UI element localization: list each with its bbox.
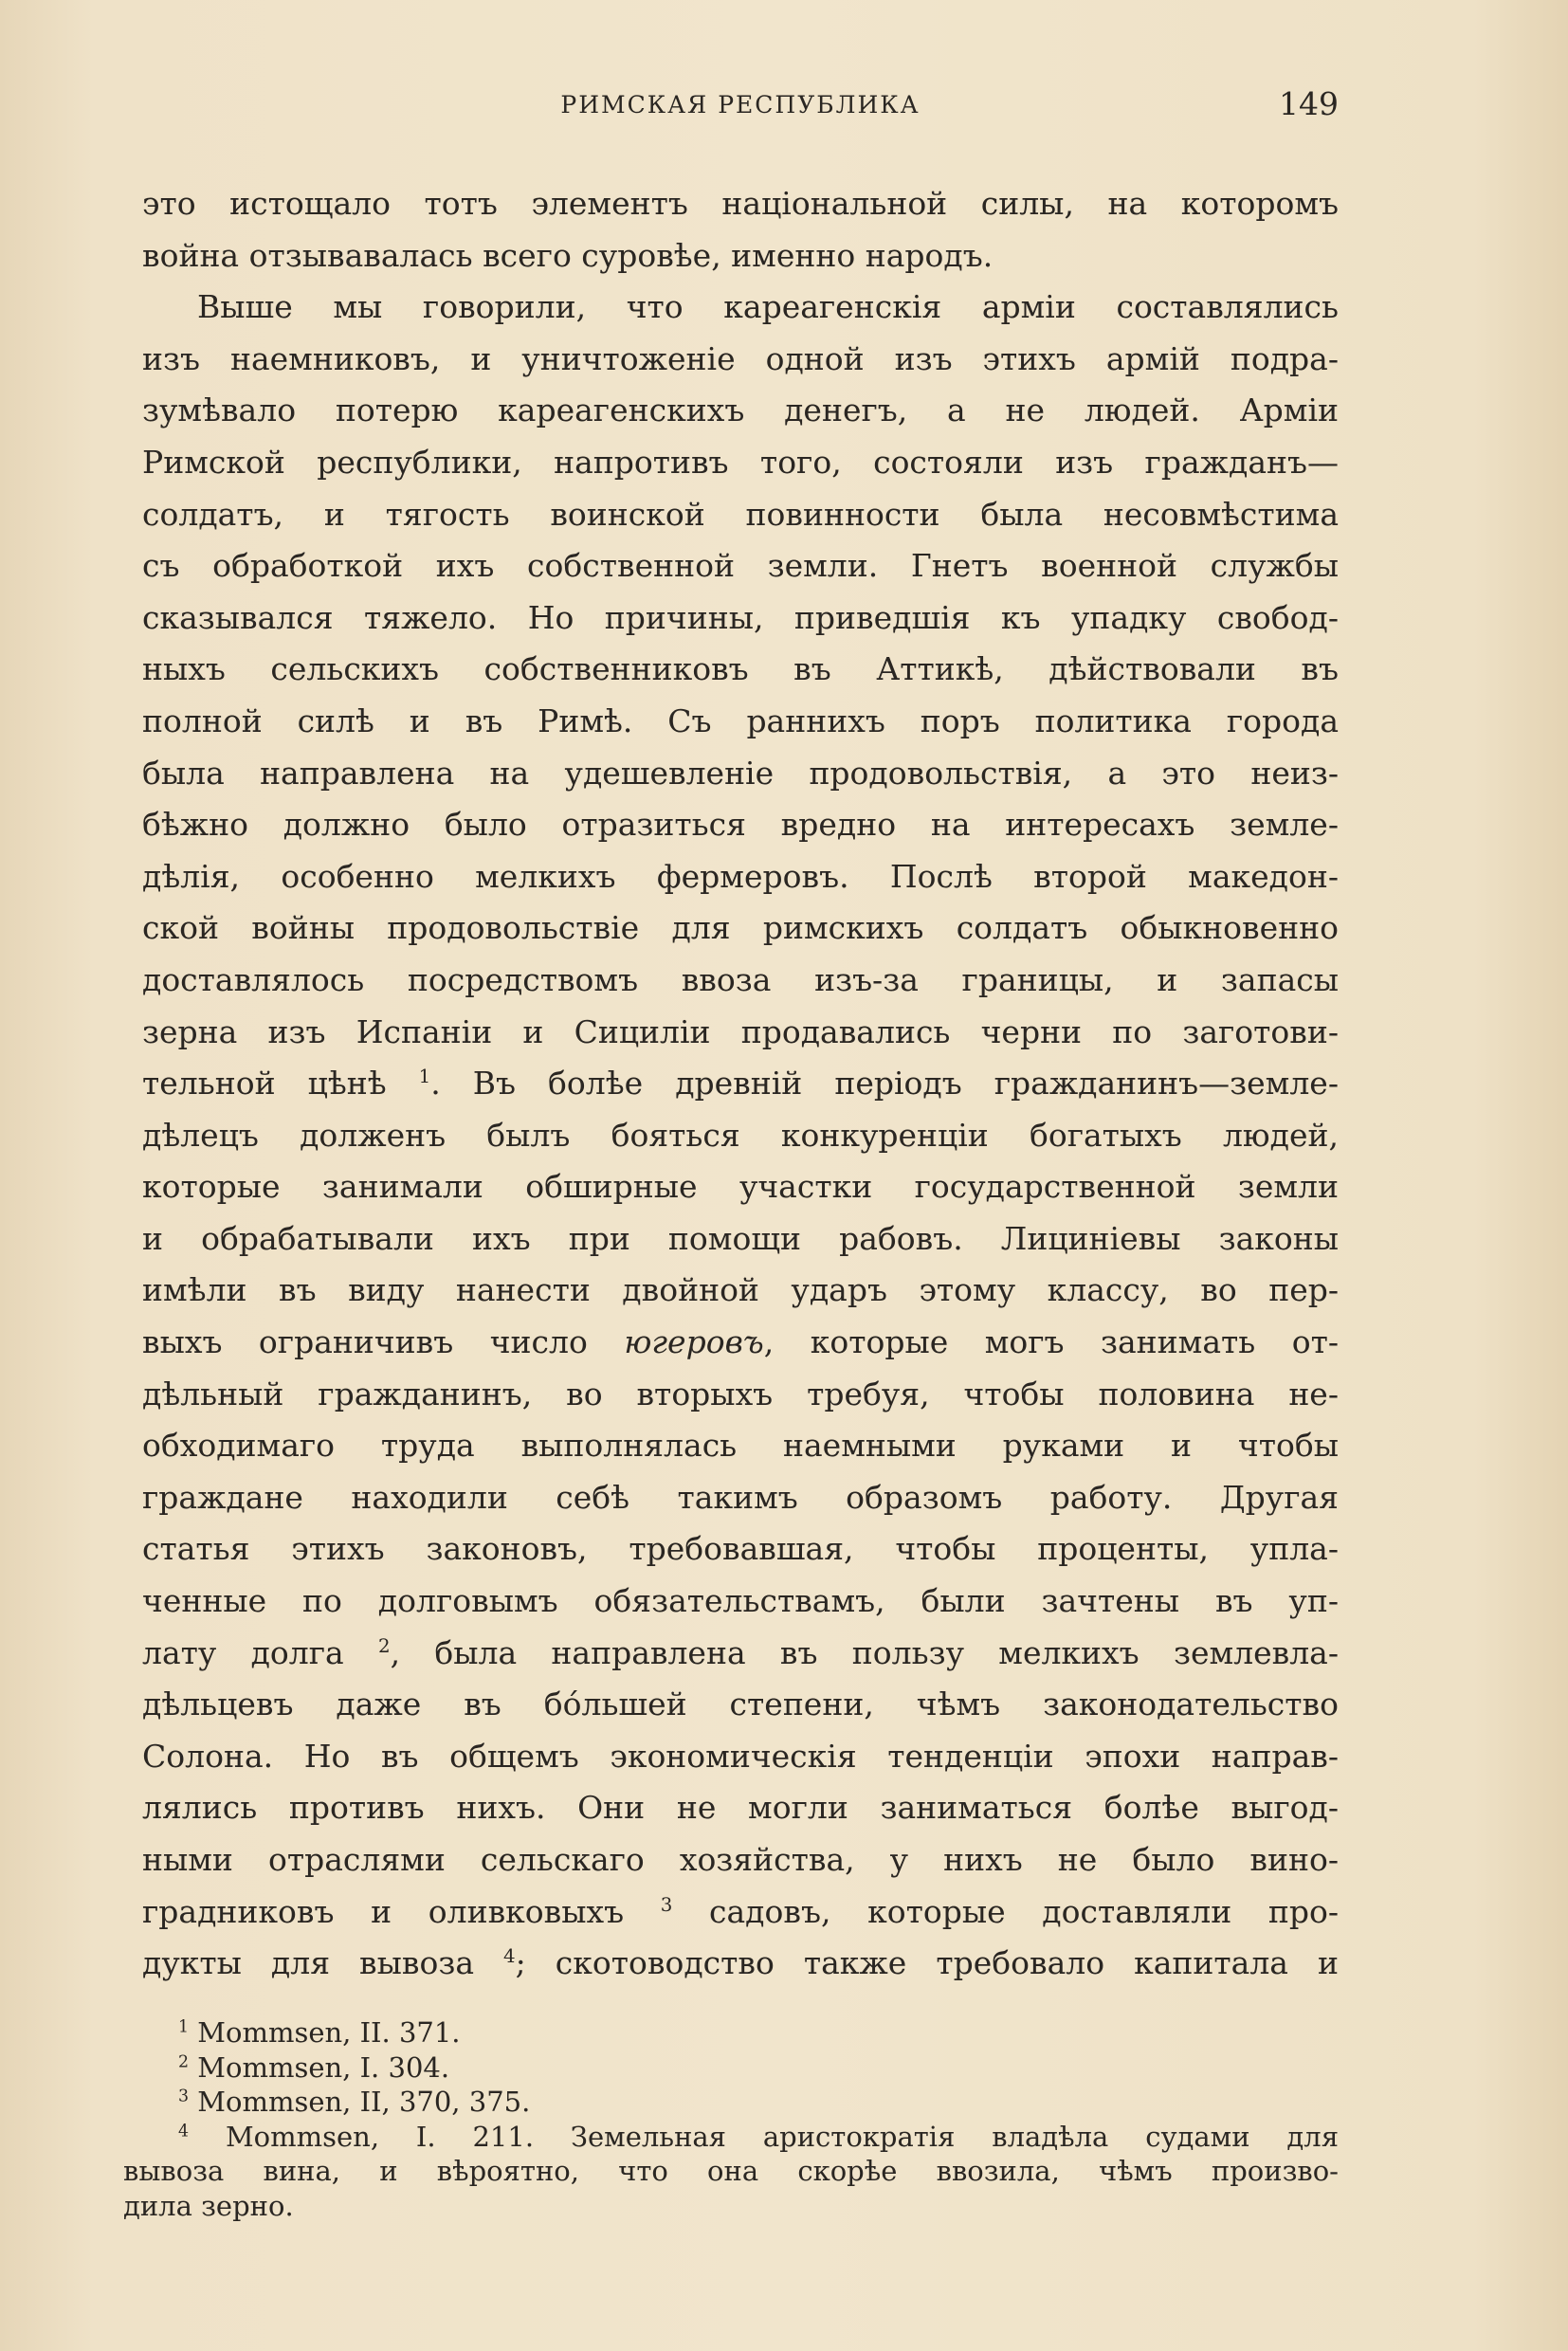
- text-line: дѣльный гражданинъ, во вторыхъ требуя, чтобы половина не-: [142, 1375, 1339, 1412]
- running-title: РИМСКАЯ РЕСПУБЛИКА: [560, 91, 921, 118]
- text-line: и обрабатывали ихъ при помощи рабовъ. Лициніевы законы: [142, 1219, 1339, 1257]
- text-line: Солона. Но въ общемъ экономическія тенденціи эпохи направ-: [142, 1737, 1339, 1775]
- footnote-2: $^2$ Mommsen, I. 304.: [178, 2050, 450, 2084]
- footnote-4: $^4$ Mommsen, I. 211. Земельная аристократія владѣла судами для: [178, 2120, 1339, 2153]
- text-line: граждане находили себѣ такимъ образомъ работу. Другая: [142, 1478, 1339, 1516]
- text-line: солдатъ, и тягость воинской повинности была несовмѣстима: [142, 495, 1339, 533]
- text-line: дѣльцевъ даже въ бо́льшей степени, чѣмъ законодательство: [142, 1686, 1339, 1723]
- footnote-3: $^3$ Mommsen, II, 370, 375.: [178, 2086, 531, 2118]
- text-line: выхъ ограничивъ число югеровъ, которые могъ занимать от-: [142, 1323, 1339, 1361]
- italic-term: югеровъ: [624, 1323, 764, 1361]
- text-line: съ обработкой ихъ собственной земли. Гнетъ военной службы: [142, 547, 1339, 585]
- text-line: градниковъ и оливковыхъ $^3$ садовъ, которые доставляли про-: [142, 1892, 1339, 1930]
- text-line: обходимаго труда выполнялась наемными руками и чтобы: [142, 1427, 1339, 1465]
- footnote-1: $^1$ Mommsen, II. 371.: [178, 2016, 461, 2049]
- footnote-ref-2: 2: [378, 1634, 391, 1657]
- text-line: доставлялось посредствомъ ввоза изъ-за границы, и запасы: [142, 960, 1339, 998]
- text-line: полной силѣ и въ Римѣ. Съ раннихъ поръ политика города: [142, 702, 1339, 739]
- text-line: дѣлецъ долженъ былъ бояться конкуренціи богатыхъ людей,: [142, 1116, 1339, 1154]
- text-line: Римской республики, напротивъ того, состояли изъ гражданъ—: [142, 443, 1339, 481]
- text-line: дукты для вывоза $^4$; скотоводство также требовало капитала и: [142, 1944, 1339, 1982]
- text-line: Выше мы говорили, что кареагенскія арміи составлялись: [197, 288, 1339, 326]
- text-line: война отзывавалась всего суровѣе, именно народъ.: [142, 236, 994, 274]
- footnote-4-continued: вывоза вина, и вѣроятно, что она скорѣе ввозила, чѣмъ произво-: [123, 2155, 1339, 2187]
- text-line: имѣли въ виду нанести двойной ударъ этому классу, во пер-: [142, 1271, 1339, 1309]
- text-line: ныхъ сельскихъ собственниковъ въ Аттикѣ, дѣйствовали въ: [142, 650, 1339, 688]
- main-text: [142, 178, 1339, 1990]
- page-number: 149: [1279, 85, 1339, 122]
- footnote-4-end: дила зерно.: [123, 2189, 294, 2222]
- footnote-ref-4: 4: [503, 1945, 516, 1968]
- text-line: статья этихъ законовъ, требовавшая, чтобы проценты, упла-: [142, 1530, 1339, 1568]
- footnote-ref-3: 3: [660, 1893, 673, 1916]
- text-line: ными отраслями сельскаго хозяйства, у нихъ не было вино-: [142, 1841, 1339, 1878]
- text-line: сказывался тяжело. Но причины, приведшія къ упадку свобод-: [142, 598, 1339, 636]
- footnotes: [123, 2015, 1339, 2223]
- footnote-ref-1: 1: [418, 1066, 431, 1088]
- text-line: ской войны продовольствіе для римскихъ солдатъ обыкновенно: [142, 909, 1339, 947]
- text-line: ченные по долговымъ обязательствамъ, были зачтены въ уп-: [142, 1582, 1339, 1620]
- text-line: тельной цѣнѣ $^1$. Въ болѣе древній періодъ гражданинъ—земле-: [142, 1065, 1339, 1103]
- text-line: была направлена на удешевленіе продовольствія, а это неиз-: [142, 754, 1339, 792]
- page-header: [142, 85, 1339, 129]
- text-line: изъ наемниковъ, и уничтоженіе одной изъ этихъ армій подра-: [142, 339, 1339, 377]
- text-line: лату долга $^2$, была направлена въ пользу мелкихъ землевла-: [142, 1633, 1339, 1671]
- text-line: которые занимали обширные участки государственной земли: [142, 1168, 1339, 1206]
- text-line: зерна изъ Испаніи и Сициліи продавались черни по заготови-: [142, 1012, 1339, 1050]
- text-line: зумѣвало потерю кареагенскихъ денегъ, а не людей. Арміи: [142, 392, 1339, 429]
- text-line: лялись противъ нихъ. Они не могли заниматься болѣе выгод-: [142, 1789, 1339, 1827]
- text-line: это истощало тотъ элементъ національной силы, на которомъ: [142, 185, 1339, 222]
- text-line: бѣжно должно было отразиться вредно на интересахъ земле-: [142, 806, 1339, 844]
- text-line: дѣлія, особенно мелкихъ фермеровъ. Послѣ второй македон-: [142, 857, 1339, 895]
